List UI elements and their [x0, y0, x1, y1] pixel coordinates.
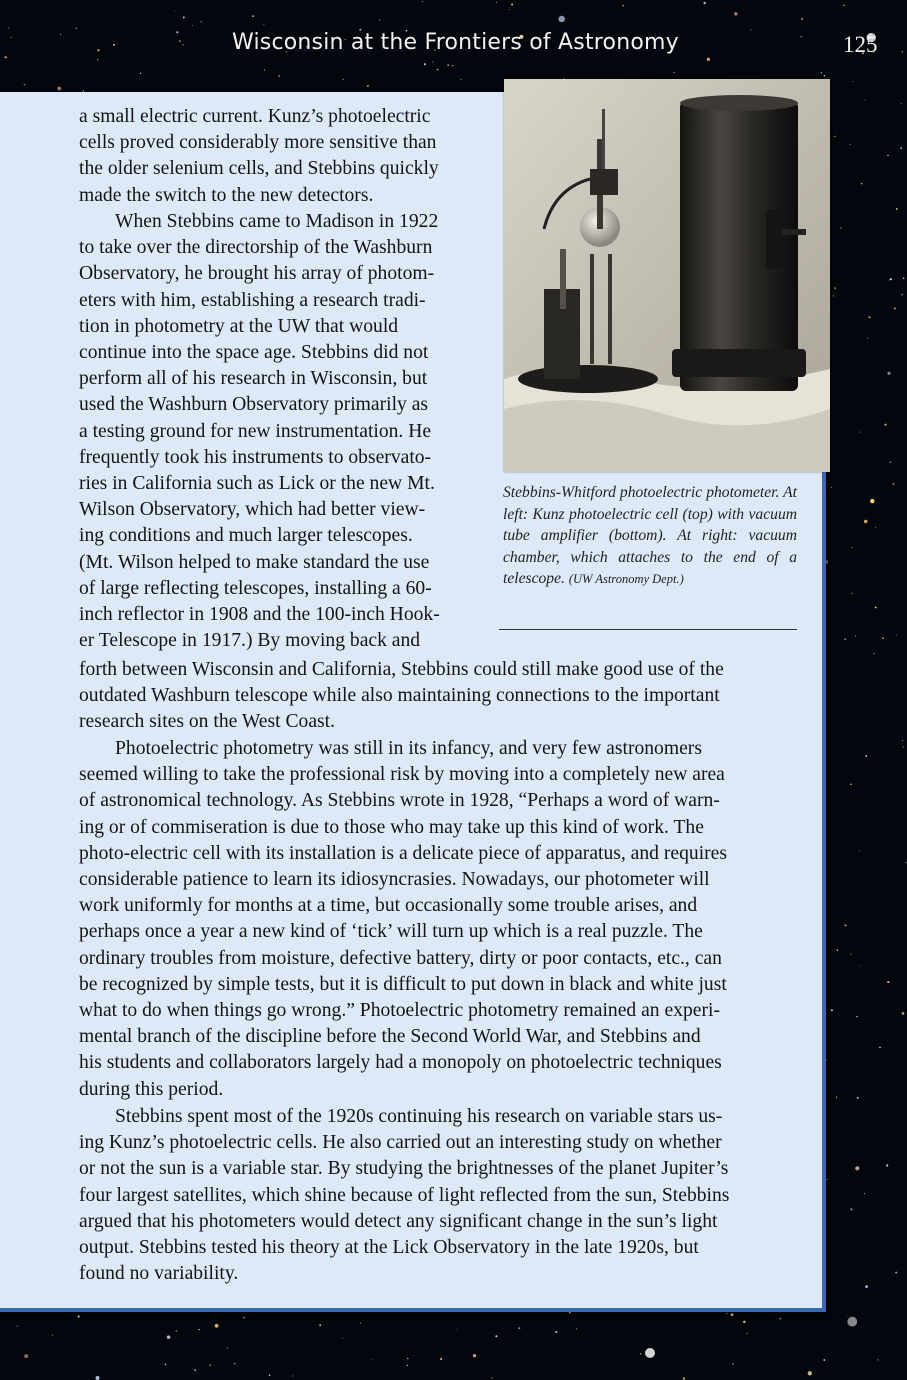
figure-caption-text: Stebbins-Whitford photoelectric photometer. At left: Kunz photoelectric cell (top) with vacuum tube amplifier (bottom). At right: vacuum chamber, which attaches to the end of a telescope. [503, 484, 797, 588]
star [833, 295, 834, 296]
star [343, 79, 344, 80]
star [424, 63, 426, 65]
star [901, 103, 902, 104]
star [850, 1208, 852, 1210]
star [894, 307, 896, 309]
star [821, 72, 822, 73]
star [200, 21, 201, 22]
star [52, 1335, 53, 1336]
star [57, 87, 61, 91]
star [882, 637, 884, 639]
star [360, 1323, 361, 1324]
star [852, 547, 853, 548]
text-line: When Stebbins came to Madison in 1922 [115, 211, 439, 232]
paragraph-3 [79, 736, 797, 1103]
star [511, 3, 513, 5]
text-line: ordinary troubles from moisture, defective battery, dirty or poor contacts, etc., can [79, 947, 722, 969]
star [278, 75, 280, 77]
page-number: 125 [843, 32, 878, 57]
star [60, 34, 61, 35]
star [292, 1375, 293, 1376]
text-line: forth between Wisconsin and California, Stebbins could still make good use of the [79, 659, 724, 680]
star [407, 1365, 408, 1366]
star [342, 1338, 343, 1339]
text-line: of large reflecting telescopes, installing a 60- [79, 577, 432, 599]
star [447, 64, 449, 66]
star [887, 981, 889, 983]
star [673, 72, 674, 73]
star [243, 1317, 245, 1319]
paragraph-1 [79, 104, 485, 209]
star [844, 924, 846, 926]
star [861, 183, 862, 184]
star [456, 1329, 457, 1330]
text-line: frequently took his instruments to observato- [79, 446, 432, 468]
star [895, 1272, 897, 1274]
star [875, 527, 876, 528]
star [840, 227, 841, 228]
text-line: inch reflector in 1908 and the 100-inch Hook- [79, 604, 440, 626]
star [889, 279, 890, 280]
star [264, 69, 265, 70]
paragraph-4 [79, 1104, 797, 1287]
star [855, 1166, 859, 1170]
star [847, 1317, 857, 1327]
star [452, 65, 453, 66]
text-line: cells proved considerably more sensitive than [79, 132, 437, 154]
star [902, 740, 903, 741]
star [750, 29, 751, 30]
star [367, 85, 369, 87]
text-line: found no variability. [79, 1263, 239, 1285]
star [495, 1335, 497, 1337]
star [24, 1354, 28, 1358]
star [903, 278, 905, 280]
star [747, 1333, 749, 1335]
star [640, 1353, 642, 1355]
text-line: (Mt. Wilson helped to make standard the use [79, 551, 430, 573]
star [558, 16, 565, 23]
star [867, 338, 868, 339]
star [731, 1313, 734, 1316]
star [5, 56, 7, 58]
star [165, 1364, 167, 1366]
star [113, 44, 115, 46]
star [887, 155, 889, 157]
star [892, 483, 894, 485]
star [852, 81, 853, 82]
star [17, 1325, 18, 1326]
star [875, 607, 877, 609]
star [175, 1330, 177, 1332]
text-line: what to do when things go wrong.” Photoelectric photometry remained an experi- [79, 1000, 720, 1022]
star [726, 1313, 727, 1314]
figure-credit: (UW Astronomy Dept.) [568, 572, 684, 587]
star [192, 25, 193, 26]
star [801, 18, 803, 20]
star [194, 1369, 196, 1371]
star [890, 462, 891, 463]
star [844, 638, 846, 640]
text-line: ing conditions and much larger telescopes. [79, 525, 413, 547]
star [856, 1016, 858, 1018]
text-line: photo-electric cell with its installation is a delicate piece of apparatus, and requires [79, 842, 727, 864]
star [808, 1371, 812, 1375]
star [834, 136, 835, 137]
text-line: a testing ground for new instrumentation. He [79, 420, 432, 442]
star [96, 1376, 100, 1380]
text-line: mental branch of the discipline before the Second World War, and Stebbins and [79, 1026, 701, 1048]
text-line: considerable patience to learn its idiosyncrasies. Nowadays, our photometer will [79, 869, 710, 891]
star [900, 147, 902, 149]
star [97, 59, 98, 60]
star [8, 27, 9, 28]
star [460, 79, 461, 80]
text-line: Photoelectric photometry was still in its infancy, and very few astronomers [115, 738, 702, 759]
star [473, 1354, 476, 1357]
star [209, 1364, 210, 1365]
star [823, 1359, 825, 1361]
paragraph-2-upper [79, 209, 485, 654]
star [864, 1193, 865, 1194]
star [319, 1324, 321, 1326]
star [263, 24, 264, 25]
star [873, 653, 875, 655]
star [198, 1329, 199, 1330]
text-line: ries in California such as Lick or the new Mt. [79, 473, 435, 495]
star [622, 5, 624, 7]
star [800, 36, 802, 38]
star [215, 1324, 219, 1328]
text-line: be recognized by simple tests, but it is difficult to put down in black and white just [79, 973, 727, 995]
star [175, 10, 176, 11]
figure-caption [503, 482, 797, 591]
star [734, 12, 737, 15]
star [851, 593, 852, 594]
text-line: Wilson Observatory, which had better view- [79, 499, 426, 521]
text-line: a small electric current. Kunz’s photoelectric [79, 106, 431, 127]
text-line: tion in photometry at the UW that would [79, 315, 399, 337]
star [884, 424, 886, 426]
star [779, 1318, 781, 1320]
star [850, 144, 851, 145]
text-line: er Telescope in 1917.) By moving back and [79, 630, 421, 652]
text-line: output. Stebbins tested his theory at the Lick Observatory in the late 1920s, but [79, 1237, 699, 1259]
star [843, 4, 845, 6]
star [179, 40, 181, 42]
star [645, 1348, 655, 1358]
star [859, 965, 860, 966]
text-line: made the switch to the new detectors. [79, 184, 374, 206]
star [837, 949, 839, 951]
star [432, 62, 433, 63]
star [176, 31, 178, 33]
text-line: argued that his photometers would detect any significant change in the sun’s light [79, 1210, 718, 1232]
text-line: perhaps once a year a new kind of ‘tick’ will turn up which is a real puzzle. The [79, 921, 703, 943]
star [576, 1328, 577, 1329]
text-line: perform all of his research in Wisconsin, but [79, 368, 428, 390]
star [422, 1, 423, 2]
star [372, 1359, 373, 1360]
text-line: Observatory, he brought his array of photom- [79, 263, 435, 285]
text-line: ing or of commiseration is due to those who may take up this kind of work. The [79, 816, 704, 838]
star [865, 100, 866, 101]
star [836, 1097, 837, 1098]
text-line: used the Washburn Observatory primarily as [79, 394, 429, 416]
text-line: his students and collaborators largely had a monopoly on photoelectric techniques [79, 1052, 722, 1074]
star [902, 51, 903, 52]
star [905, 862, 906, 863]
photoelectric-photometer-photo-icon [504, 79, 830, 472]
star [855, 635, 856, 636]
star [703, 2, 705, 4]
star [886, 1164, 888, 1166]
star [850, 953, 851, 954]
star [509, 9, 510, 10]
star [827, 1179, 828, 1180]
star [901, 294, 903, 296]
star [859, 432, 860, 433]
star [859, 850, 860, 851]
text-line: during this period. [79, 1078, 224, 1100]
star [896, 208, 898, 210]
star [868, 316, 870, 318]
star [407, 1358, 408, 1359]
star [864, 520, 867, 523]
star [847, 1316, 848, 1317]
star [865, 755, 867, 757]
star [890, 278, 892, 280]
caption-divider [499, 629, 797, 630]
star [857, 1097, 859, 1099]
star [269, 1374, 271, 1376]
text-line: outdated Washburn telescope while also maintaining connections to the important [79, 685, 720, 707]
star [78, 1316, 80, 1318]
star [683, 1377, 685, 1379]
text-line: four largest satellites, which shine because of light reflected from the sun, Stebbins [79, 1184, 730, 1206]
star [183, 16, 185, 18]
text-line: or not the sun is a variable star. By studying the brightnesses of the planet Jupiter’s [79, 1158, 729, 1180]
star [877, 1359, 878, 1360]
star [252, 15, 254, 17]
text-line: continue into the space age. Stebbins did not [79, 342, 429, 364]
star [902, 1012, 905, 1015]
star [850, 783, 852, 785]
star [887, 372, 890, 375]
star [555, 1331, 557, 1333]
star [227, 1347, 228, 1348]
text-line: seemed willing to take the professional risk by moving into a completely new area [79, 764, 725, 786]
text-line: research sites on the West Coast. [79, 711, 335, 733]
star [97, 49, 99, 51]
star [140, 73, 141, 74]
star [870, 499, 874, 503]
paragraph-2-lower [79, 657, 797, 736]
text-line: the older selenium cells, and Stebbins quickly [79, 158, 439, 180]
star [167, 1335, 171, 1339]
star [437, 69, 439, 71]
star [11, 37, 12, 38]
star [831, 487, 832, 488]
star [182, 44, 184, 46]
text-line: of astronomical technology. As Stebbins wrote in 1928, “Perhaps a word of warn- [79, 790, 720, 812]
star [234, 1363, 236, 1365]
star [518, 1327, 520, 1329]
text-line: work uniformly for months at a time, but occasionally some trouble arises, and [79, 895, 698, 917]
star [879, 1047, 881, 1049]
star [896, 635, 897, 636]
star [379, 19, 381, 21]
running-header-title: Wisconsin at the Frontiers of Astronomy [232, 30, 679, 55]
star [826, 1060, 827, 1061]
star [707, 58, 710, 61]
star [440, 1358, 442, 1360]
text-line: Stebbins spent most of the 1920s continuing his research on variable stars us- [115, 1106, 723, 1127]
star [76, 28, 77, 29]
text-line: ing Kunz’s photoelectric cells. He also carried out an interesting study on whether [79, 1132, 722, 1154]
star [824, 75, 825, 76]
star [831, 1009, 833, 1011]
star [491, 1377, 492, 1378]
star [834, 287, 836, 289]
star [732, 1363, 734, 1365]
photometer-photo [504, 79, 830, 472]
text-line: to take over the directorship of the Washburn [79, 237, 433, 259]
star [496, 2, 497, 3]
text-line: eters with him, establishing a research tradi- [79, 289, 426, 311]
star [743, 1321, 746, 1324]
star [24, 84, 26, 86]
star [865, 1285, 868, 1288]
star [903, 746, 904, 747]
